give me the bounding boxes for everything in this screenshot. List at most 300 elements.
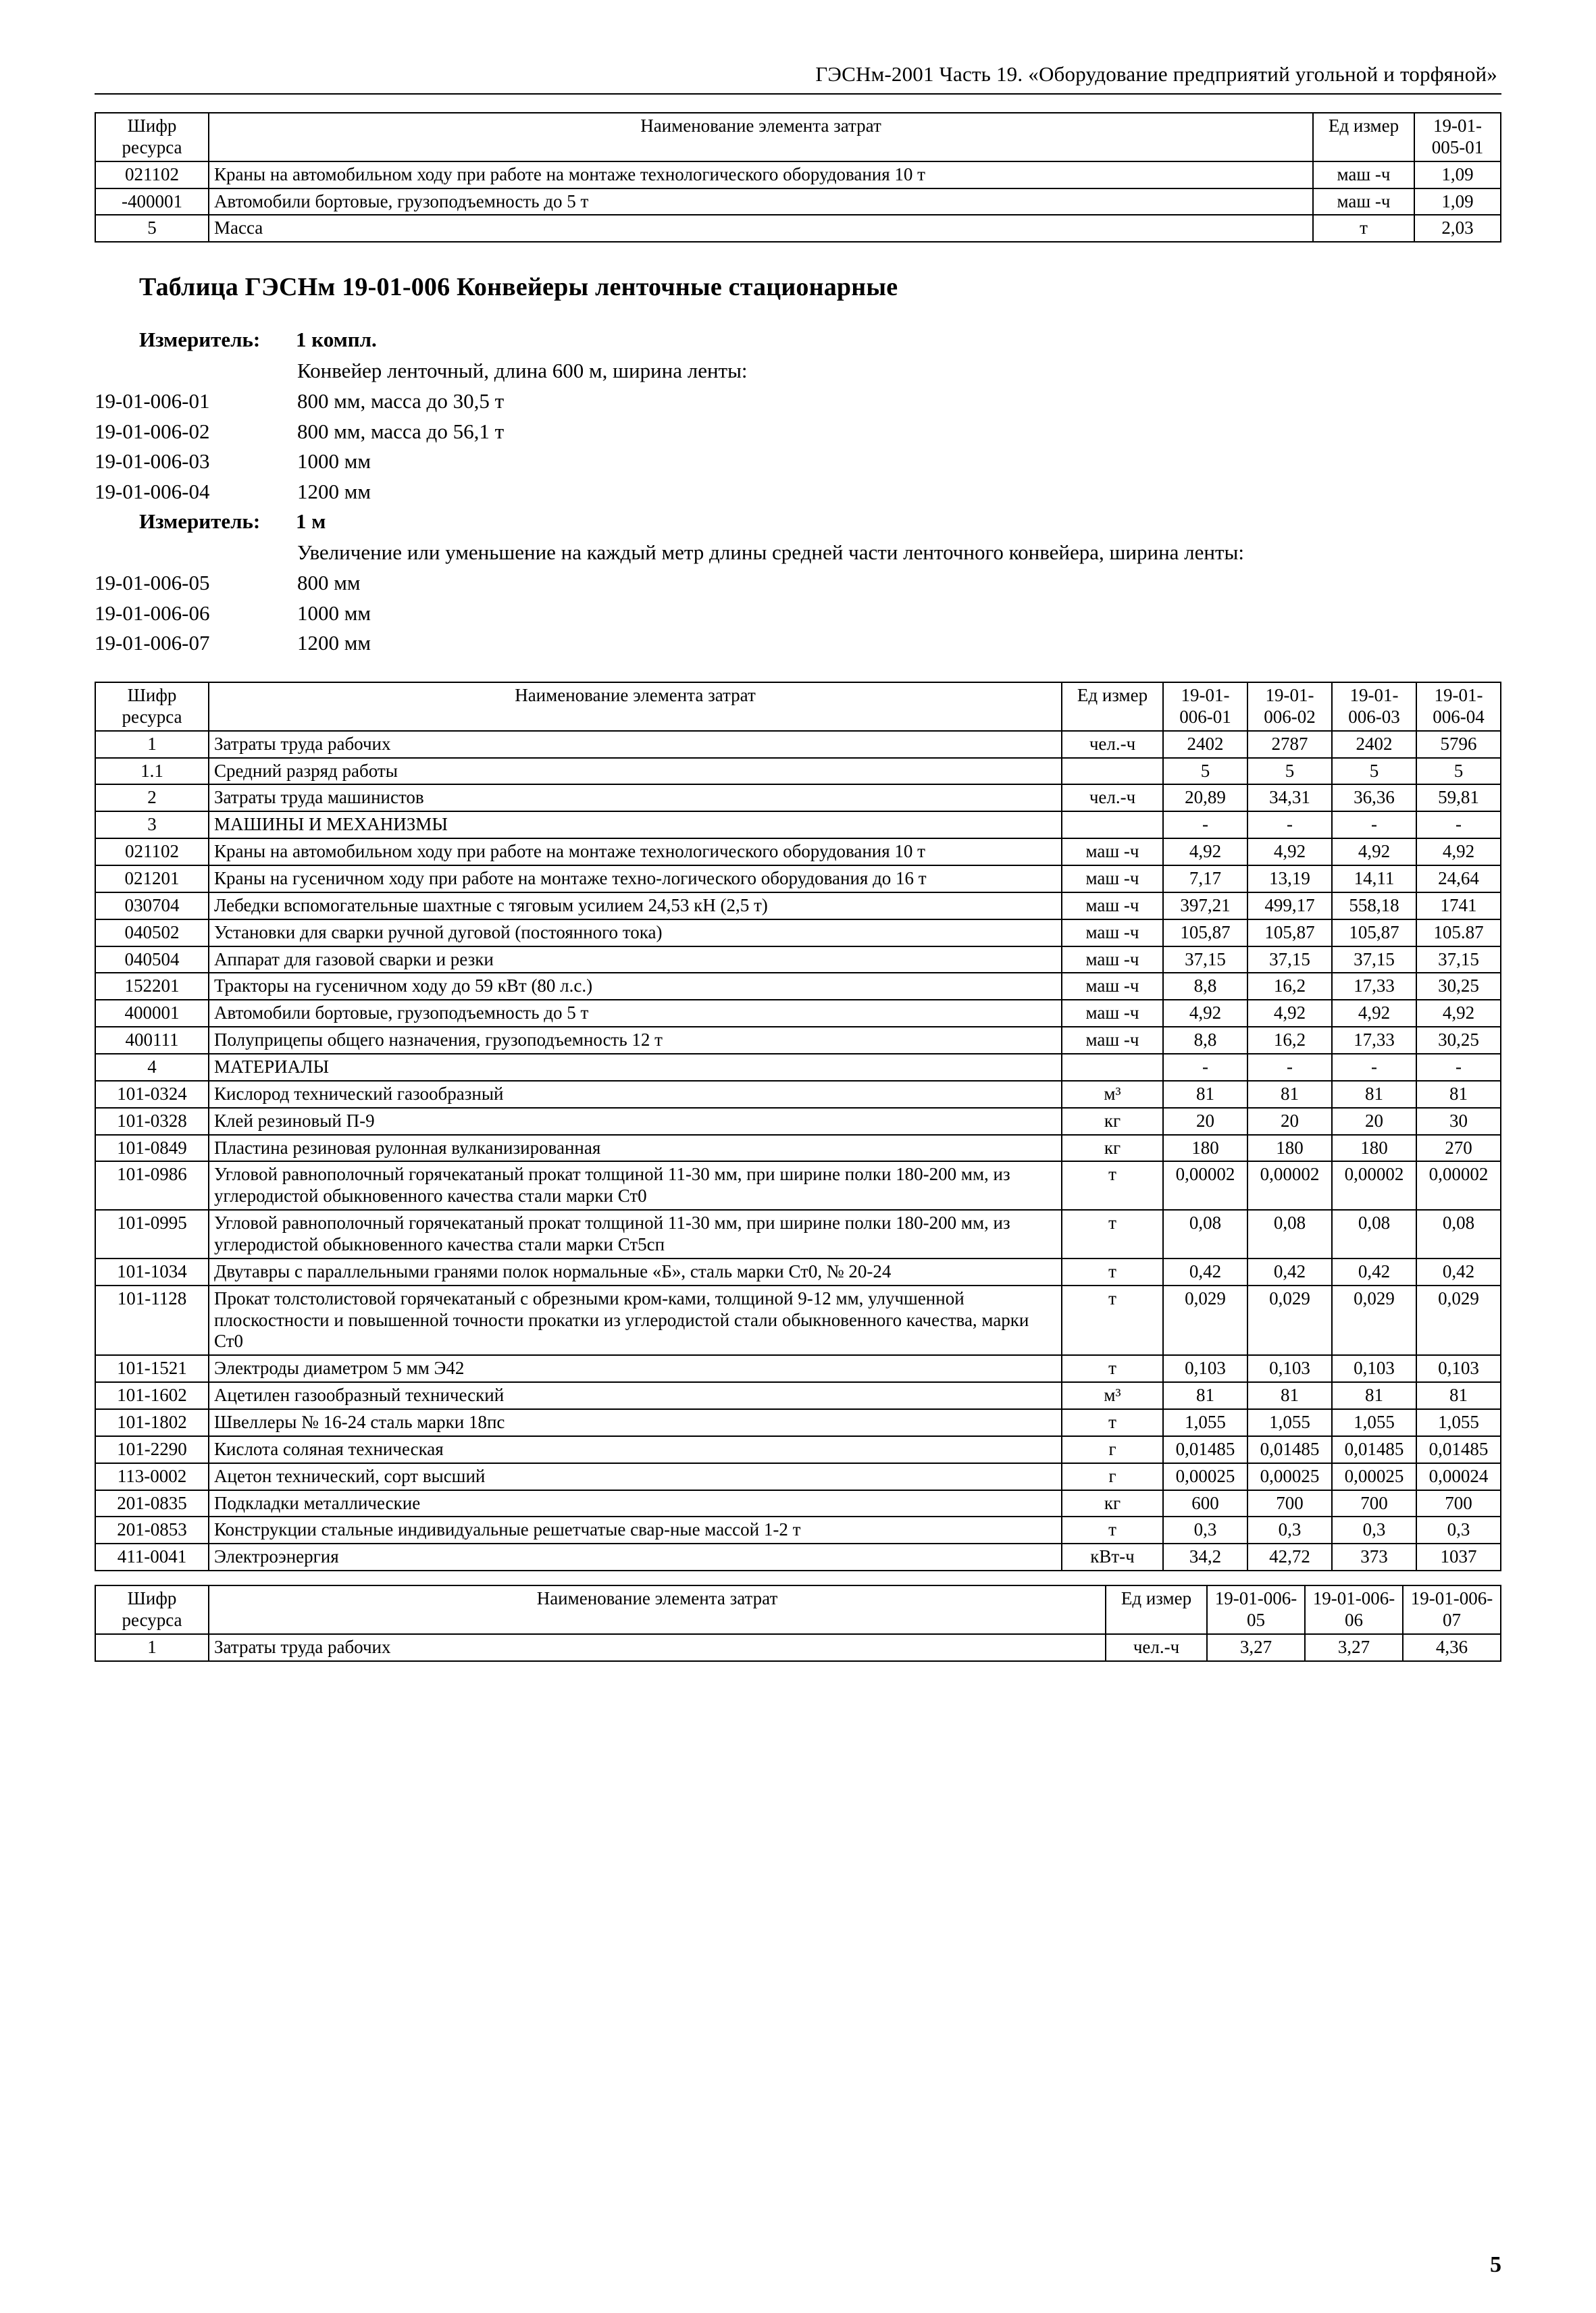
cell-value: 0,08 xyxy=(1416,1210,1501,1259)
list-item xyxy=(95,447,1501,477)
table-row xyxy=(95,1409,1501,1436)
column-header-value-3: 19-01-006-07 xyxy=(1403,1585,1501,1634)
cell-name: Ацетон технический, сорт высший xyxy=(209,1463,1062,1490)
cell-code: 030704 xyxy=(95,892,209,919)
table-row xyxy=(95,1490,1501,1517)
cell-value: 81 xyxy=(1332,1382,1416,1409)
cell-name: Прокат толстолистовой горячекатаный с обрезными кром-ками, толщиной 9-12 мм, улучшенной плоскостности и повышенной точности прокатки из углеродистой стали обыкновенного качества, марки Ст0 xyxy=(209,1286,1062,1356)
cell-value: 0,3 xyxy=(1247,1517,1332,1544)
cell-code: 5 xyxy=(95,215,209,242)
cell-code: 101-1034 xyxy=(95,1259,209,1286)
cell-code: 113-0002 xyxy=(95,1463,209,1490)
cell-code: 021201 xyxy=(95,865,209,892)
cell-unit: г xyxy=(1062,1463,1163,1490)
cell-value: 0,00002 xyxy=(1247,1161,1332,1210)
measure-value: 1 м xyxy=(296,509,326,534)
cell-value: - xyxy=(1247,811,1332,838)
cell-name: Лебедки вспомогательные шахтные с тяговым усилием 24,53 кН (2,5 т) xyxy=(209,892,1062,919)
cell-code: 3 xyxy=(95,811,209,838)
cell-value: 0,00002 xyxy=(1332,1161,1416,1210)
main-resource-table xyxy=(95,682,1501,1571)
item-desc: 1000 мм xyxy=(297,601,371,625)
item-code: 19-01-006-06 xyxy=(95,601,210,625)
cell-unit xyxy=(1062,758,1163,785)
cell-value: 30,25 xyxy=(1416,1027,1501,1054)
list-item xyxy=(95,599,1501,629)
cell-value: 42,72 xyxy=(1247,1544,1332,1571)
cell-name: Полуприцепы общего назначения, грузоподъемность 12 т xyxy=(209,1027,1062,1054)
cell-value: 5 xyxy=(1247,758,1332,785)
cell-unit xyxy=(1062,1054,1163,1081)
cell-name: Швеллеры № 16-24 сталь марки 18пс xyxy=(209,1409,1062,1436)
cell-value: 600 xyxy=(1163,1490,1247,1517)
cell-value: 373 xyxy=(1332,1544,1416,1571)
cell-unit: чел.-ч xyxy=(1062,731,1163,758)
cell-unit: т xyxy=(1062,1355,1163,1382)
cell-unit: маш -ч xyxy=(1313,161,1414,188)
column-header-code: Шифр ресурса xyxy=(95,1585,209,1634)
cell-value: 81 xyxy=(1416,1081,1501,1108)
cell-value: 4,92 xyxy=(1163,1000,1247,1027)
cell-unit: кг xyxy=(1062,1135,1163,1162)
cell-value: 5 xyxy=(1332,758,1416,785)
cell-value: 0,00025 xyxy=(1163,1463,1247,1490)
cell-name: Автомобили бортовые, грузоподъемность до 5 т xyxy=(209,1000,1062,1027)
cell-unit: маш -ч xyxy=(1062,838,1163,865)
cell-code: 101-1802 xyxy=(95,1409,209,1436)
item-desc: 1000 мм xyxy=(297,449,371,474)
cell-code: 400001 xyxy=(95,1000,209,1027)
cell-name: Краны на автомобильном ходу при работе на монтаже технологического оборудования 10 т xyxy=(209,838,1062,865)
cell-value: - xyxy=(1163,811,1247,838)
cell-value: 5 xyxy=(1163,758,1247,785)
intro-text-1: Конвейер ленточный, длина 600 м, ширина ленты: xyxy=(297,359,748,383)
cell-code: 1.1 xyxy=(95,758,209,785)
cell-value: 4,92 xyxy=(1247,838,1332,865)
cell-value: 37,15 xyxy=(1332,946,1416,973)
measure-block-2 xyxy=(139,507,1501,536)
column-header-value-4: 19-01-006-04 xyxy=(1416,682,1501,731)
table-row xyxy=(95,161,1501,188)
column-header-value-1: 19-01-006-05 xyxy=(1207,1585,1305,1634)
table-header-row xyxy=(95,682,1501,731)
table-row xyxy=(95,1634,1501,1661)
cell-value: 2,03 xyxy=(1414,215,1501,242)
column-header-value-2: 19-01-006-02 xyxy=(1247,682,1332,731)
cell-unit: кг xyxy=(1062,1490,1163,1517)
table-row xyxy=(95,1000,1501,1027)
cell-value: 180 xyxy=(1332,1135,1416,1162)
cell-value: 37,15 xyxy=(1163,946,1247,973)
table-header-row xyxy=(95,1585,1501,1634)
item-code: 19-01-006-02 xyxy=(95,419,210,443)
cell-name: Кислород технический газообразный xyxy=(209,1081,1062,1108)
item-code: 19-01-006-03 xyxy=(95,449,210,474)
cell-name: Клей резиновый П-9 xyxy=(209,1108,1062,1135)
cell-value: 4,92 xyxy=(1416,838,1501,865)
cell-unit: маш -ч xyxy=(1062,946,1163,973)
cell-name: Электроэнергия xyxy=(209,1544,1062,1571)
cell-value: 0,00002 xyxy=(1163,1161,1247,1210)
cell-name: МАШИНЫ И МЕХАНИЗМЫ xyxy=(209,811,1062,838)
cell-code: 021102 xyxy=(95,161,209,188)
column-header-code: Шифр ресурса xyxy=(95,113,209,161)
cell-value: 4,92 xyxy=(1163,838,1247,865)
cell-value: 5796 xyxy=(1416,731,1501,758)
table-row xyxy=(95,1355,1501,1382)
cell-value: 4,92 xyxy=(1416,1000,1501,1027)
table-row xyxy=(95,731,1501,758)
cell-value: 4,36 xyxy=(1403,1634,1501,1661)
table-row xyxy=(95,1108,1501,1135)
cell-unit: т xyxy=(1062,1259,1163,1286)
cell-value: 17,33 xyxy=(1332,1027,1416,1054)
cell-value: 2402 xyxy=(1163,731,1247,758)
cell-name: Затраты труда рабочих xyxy=(209,731,1062,758)
cell-code: 101-0324 xyxy=(95,1081,209,1108)
cell-unit: чел.-ч xyxy=(1106,1634,1207,1661)
table-row xyxy=(95,811,1501,838)
cell-value: 0,00025 xyxy=(1247,1463,1332,1490)
column-header-unit: Ед измер xyxy=(1106,1585,1207,1634)
cell-name: Угловой равнополочный горячекатаный прокат толщиной 11-30 мм, при ширине полки 180-200 мм, из углеродистой обыкновенного качества стали марки Ст0 xyxy=(209,1161,1062,1210)
column-header-unit: Ед измер xyxy=(1313,113,1414,161)
cell-code: 4 xyxy=(95,1054,209,1081)
cell-name: Установки для сварки ручной дуговой (постоянного тока) xyxy=(209,919,1062,946)
table-row xyxy=(95,1210,1501,1259)
cell-unit: г xyxy=(1062,1436,1163,1463)
cell-value: 499,17 xyxy=(1247,892,1332,919)
table-row xyxy=(95,188,1501,215)
cell-value: 0,08 xyxy=(1247,1210,1332,1259)
list-item xyxy=(95,477,1501,507)
cell-name: Краны на автомобильном ходу при работе на монтаже технологического оборудования 10 т xyxy=(209,161,1313,188)
cell-value: 3,27 xyxy=(1207,1634,1305,1661)
item-desc: 800 мм xyxy=(297,571,361,595)
measure-line xyxy=(139,325,1501,355)
cell-value: 105,87 xyxy=(1332,919,1416,946)
cell-value: 2402 xyxy=(1332,731,1416,758)
cell-value: 20 xyxy=(1332,1108,1416,1135)
column-header-name: Наименование элемента затрат xyxy=(209,682,1062,731)
cell-unit: маш -ч xyxy=(1313,188,1414,215)
cell-name: Тракторы на гусеничном ходу до 59 кВт (80 л.с.) xyxy=(209,973,1062,1000)
table-row xyxy=(95,1135,1501,1162)
table-row xyxy=(95,946,1501,973)
cell-value: 0,08 xyxy=(1163,1210,1247,1259)
cell-unit: т xyxy=(1062,1286,1163,1356)
table-row xyxy=(95,215,1501,242)
code-list-1 xyxy=(95,386,1501,507)
page-header: ГЭСНм-2001 Часть 19. «Оборудование предприятий угольной и торфяной» xyxy=(815,62,1497,86)
cell-value: 0,103 xyxy=(1163,1355,1247,1382)
cell-value: 0,103 xyxy=(1416,1355,1501,1382)
code-list-2 xyxy=(95,568,1501,659)
table-row xyxy=(95,1436,1501,1463)
header-divider xyxy=(95,93,1501,95)
table-row xyxy=(95,1054,1501,1081)
cell-value: 0,42 xyxy=(1332,1259,1416,1286)
cell-unit: кВт-ч xyxy=(1062,1544,1163,1571)
table-row xyxy=(95,1517,1501,1544)
cell-value: 700 xyxy=(1332,1490,1416,1517)
cell-value: 20 xyxy=(1163,1108,1247,1135)
cell-unit xyxy=(1062,811,1163,838)
cell-value: - xyxy=(1247,1054,1332,1081)
cell-value: 81 xyxy=(1163,1081,1247,1108)
column-header-value-3: 19-01-006-03 xyxy=(1332,682,1416,731)
column-header-name: Наименование элемента затрат xyxy=(209,113,1313,161)
table-row xyxy=(95,892,1501,919)
cell-value: 37,15 xyxy=(1416,946,1501,973)
cell-value: 0,3 xyxy=(1163,1517,1247,1544)
cell-unit: т xyxy=(1062,1210,1163,1259)
cell-code: 101-1521 xyxy=(95,1355,209,1382)
cell-value: 30,25 xyxy=(1416,973,1501,1000)
cell-value: 8,8 xyxy=(1163,1027,1247,1054)
cell-unit: маш -ч xyxy=(1062,892,1163,919)
cell-value: 1,055 xyxy=(1163,1409,1247,1436)
cell-value: 0,42 xyxy=(1416,1259,1501,1286)
table-row xyxy=(95,865,1501,892)
cell-value: 16,2 xyxy=(1247,973,1332,1000)
item-desc: 800 мм, масса до 30,5 т xyxy=(297,388,505,413)
cell-value: 2787 xyxy=(1247,731,1332,758)
table-row xyxy=(95,1382,1501,1409)
item-desc: 800 мм, масса до 56,1 т xyxy=(297,419,505,443)
cell-value: 0,3 xyxy=(1332,1517,1416,1544)
column-header-value-2: 19-01-006-06 xyxy=(1305,1585,1403,1634)
top-resource-table xyxy=(95,112,1501,243)
measure-line xyxy=(139,507,1501,536)
cell-value: 0,00002 xyxy=(1416,1161,1501,1210)
intro-text-2: Увеличение или уменьшение на каждый метр длины средней части ленточного конвейера, ширина ленты: xyxy=(297,540,1244,565)
cell-value: 558,18 xyxy=(1332,892,1416,919)
cell-value: 13,19 xyxy=(1247,865,1332,892)
cell-code: 101-1128 xyxy=(95,1286,209,1356)
item-code: 19-01-006-05 xyxy=(95,571,210,595)
table-row xyxy=(95,784,1501,811)
cell-value: 1,09 xyxy=(1414,188,1501,215)
column-header-code: Шифр ресурса xyxy=(95,682,209,731)
column-header-value-1: 19-01-006-01 xyxy=(1163,682,1247,731)
cell-value: 5 xyxy=(1416,758,1501,785)
cell-code: 101-0995 xyxy=(95,1210,209,1259)
cell-value: - xyxy=(1416,1054,1501,1081)
cell-value: 17,33 xyxy=(1332,973,1416,1000)
cell-unit: маш -ч xyxy=(1062,919,1163,946)
cell-code: 101-0986 xyxy=(95,1161,209,1210)
cell-code: 1 xyxy=(95,731,209,758)
section-title: Таблица ГЭСНм 19-01-006 Конвейеры ленточные стационарные xyxy=(139,273,898,302)
column-header-unit: Ед измер xyxy=(1062,682,1163,731)
cell-code: 040504 xyxy=(95,946,209,973)
cell-unit: т xyxy=(1062,1161,1163,1210)
cell-value: - xyxy=(1416,811,1501,838)
item-code: 19-01-006-07 xyxy=(95,631,210,655)
cell-name: Затраты труда рабочих xyxy=(209,1634,1106,1661)
table-row xyxy=(95,838,1501,865)
item-code: 19-01-006-01 xyxy=(95,388,210,413)
table-row xyxy=(95,758,1501,785)
cell-value: 0,029 xyxy=(1247,1286,1332,1356)
measure-label: Измеритель: xyxy=(139,509,261,534)
item-code: 19-01-006-04 xyxy=(95,479,210,503)
cell-value: 1,09 xyxy=(1414,161,1501,188)
cell-code: 040502 xyxy=(95,919,209,946)
cell-name: Электроды диаметром 5 мм Э42 xyxy=(209,1355,1062,1382)
table-row xyxy=(95,1544,1501,1571)
table-row xyxy=(95,1161,1501,1210)
cell-code: 411-0041 xyxy=(95,1544,209,1571)
cell-value: 36,36 xyxy=(1332,784,1416,811)
cell-value: 4,92 xyxy=(1332,1000,1416,1027)
cell-value: 20,89 xyxy=(1163,784,1247,811)
item-desc: 1200 мм xyxy=(297,631,371,655)
cell-value: 270 xyxy=(1416,1135,1501,1162)
cell-value: 105,87 xyxy=(1163,919,1247,946)
cell-value: 0,00025 xyxy=(1332,1463,1416,1490)
cell-name: Краны на гусеничном ходу при работе на монтаже техно-логического оборудования до 16 т xyxy=(209,865,1062,892)
cell-value: 0,08 xyxy=(1332,1210,1416,1259)
cell-unit: м³ xyxy=(1062,1382,1163,1409)
cell-value: - xyxy=(1163,1054,1247,1081)
cell-value: 34,2 xyxy=(1163,1544,1247,1571)
cell-value: 0,103 xyxy=(1247,1355,1332,1382)
page-number: 5 xyxy=(1490,2252,1501,2277)
cell-unit: кг xyxy=(1062,1108,1163,1135)
cell-code: 400111 xyxy=(95,1027,209,1054)
cell-value: 700 xyxy=(1247,1490,1332,1517)
cell-value: 0,029 xyxy=(1332,1286,1416,1356)
list-item xyxy=(95,568,1501,599)
table-row xyxy=(95,1286,1501,1356)
cell-unit: маш -ч xyxy=(1062,1000,1163,1027)
cell-value: 0,103 xyxy=(1332,1355,1416,1382)
cell-code: 101-0849 xyxy=(95,1135,209,1162)
cell-value: 81 xyxy=(1163,1382,1247,1409)
cell-code: 101-0328 xyxy=(95,1108,209,1135)
list-item xyxy=(95,628,1501,659)
cell-value: 4,92 xyxy=(1247,1000,1332,1027)
table-row xyxy=(95,973,1501,1000)
cell-value: 180 xyxy=(1247,1135,1332,1162)
cell-value: 0,00024 xyxy=(1416,1463,1501,1490)
table-row xyxy=(95,1463,1501,1490)
cell-code: 101-1602 xyxy=(95,1382,209,1409)
cell-value: 0,01485 xyxy=(1163,1436,1247,1463)
cell-name: МАТЕРИАЛЫ xyxy=(209,1054,1062,1081)
cell-value: 59,81 xyxy=(1416,784,1501,811)
cell-unit: чел.-ч xyxy=(1062,784,1163,811)
cell-value: 81 xyxy=(1332,1081,1416,1108)
cell-value: 397,21 xyxy=(1163,892,1247,919)
table-header-row xyxy=(95,113,1501,161)
measure-label: Измеритель: xyxy=(139,328,261,352)
cell-code: 1 xyxy=(95,1634,209,1661)
cell-value: 30 xyxy=(1416,1108,1501,1135)
cell-code: 201-0853 xyxy=(95,1517,209,1544)
cell-value: 1,055 xyxy=(1332,1409,1416,1436)
cell-value: 81 xyxy=(1416,1382,1501,1409)
cell-name: Конструкции стальные индивидуальные решетчатые свар-ные массой 1-2 т xyxy=(209,1517,1062,1544)
cell-unit: м³ xyxy=(1062,1081,1163,1108)
cell-value: 0,01485 xyxy=(1416,1436,1501,1463)
cell-unit: маш -ч xyxy=(1062,865,1163,892)
column-header-value-1: 19-01-005-01 xyxy=(1414,113,1501,161)
cell-value: - xyxy=(1332,811,1416,838)
cell-code: 021102 xyxy=(95,838,209,865)
list-item xyxy=(95,386,1501,417)
cell-value: 0,3 xyxy=(1416,1517,1501,1544)
cell-name: Пластина резиновая рулонная вулканизированная xyxy=(209,1135,1062,1162)
cell-value: 81 xyxy=(1247,1382,1332,1409)
cell-code: 101-2290 xyxy=(95,1436,209,1463)
cell-value: 105,87 xyxy=(1247,919,1332,946)
cell-unit: т xyxy=(1062,1517,1163,1544)
table-row xyxy=(95,919,1501,946)
cell-value: - xyxy=(1332,1054,1416,1081)
cell-value: 0,42 xyxy=(1163,1259,1247,1286)
table-row xyxy=(95,1081,1501,1108)
cell-name: Аппарат для газовой сварки и резки xyxy=(209,946,1062,973)
measure-value: 1 компл. xyxy=(296,328,377,352)
cell-value: 20 xyxy=(1247,1108,1332,1135)
cell-value: 81 xyxy=(1247,1081,1332,1108)
cell-value: 7,17 xyxy=(1163,865,1247,892)
cell-value: 34,31 xyxy=(1247,784,1332,811)
cell-value: 0,029 xyxy=(1416,1286,1501,1356)
cell-value: 105.87 xyxy=(1416,919,1501,946)
cell-name: Ацетилен газообразный технический xyxy=(209,1382,1062,1409)
measure-block-1 xyxy=(139,325,1501,355)
cell-name: Кислота соляная техническая xyxy=(209,1436,1062,1463)
cell-code: 152201 xyxy=(95,973,209,1000)
cell-value: 16,2 xyxy=(1247,1027,1332,1054)
column-header-name: Наименование элемента затрат xyxy=(209,1585,1106,1634)
cell-value: 0,01485 xyxy=(1332,1436,1416,1463)
item-desc: 1200 мм xyxy=(297,479,371,503)
cell-name: Затраты труда машинистов xyxy=(209,784,1062,811)
cell-name: Автомобили бортовые, грузоподъемность до 5 т xyxy=(209,188,1313,215)
cell-unit: т xyxy=(1313,215,1414,242)
list-item xyxy=(95,417,1501,447)
cell-value: 1037 xyxy=(1416,1544,1501,1571)
cell-value: 4,92 xyxy=(1332,838,1416,865)
bottom-resource-table xyxy=(95,1585,1501,1662)
table-row xyxy=(95,1259,1501,1286)
cell-name: Двутавры с параллельными гранями полок нормальные «Б», сталь марки Ст0, № 20-24 xyxy=(209,1259,1062,1286)
cell-value: 1741 xyxy=(1416,892,1501,919)
table-row xyxy=(95,1027,1501,1054)
cell-unit: маш -ч xyxy=(1062,1027,1163,1054)
cell-value: 37,15 xyxy=(1247,946,1332,973)
cell-value: 8,8 xyxy=(1163,973,1247,1000)
cell-value: 14,11 xyxy=(1332,865,1416,892)
cell-value: 0,01485 xyxy=(1247,1436,1332,1463)
cell-name: Угловой равнополочный горячекатаный прокат толщиной 11-30 мм, при ширине полки 180-200 мм, из углеродистой обыкновенного качества стали марки Ст5сп xyxy=(209,1210,1062,1259)
cell-name: Подкладки металлические xyxy=(209,1490,1062,1517)
cell-value: 24,64 xyxy=(1416,865,1501,892)
cell-name: Масса xyxy=(209,215,1313,242)
cell-code: 201-0835 xyxy=(95,1490,209,1517)
cell-code: -400001 xyxy=(95,188,209,215)
cell-unit: маш -ч xyxy=(1062,973,1163,1000)
cell-value: 0,029 xyxy=(1163,1286,1247,1356)
cell-unit: т xyxy=(1062,1409,1163,1436)
cell-value: 1,055 xyxy=(1416,1409,1501,1436)
cell-value: 3,27 xyxy=(1305,1634,1403,1661)
